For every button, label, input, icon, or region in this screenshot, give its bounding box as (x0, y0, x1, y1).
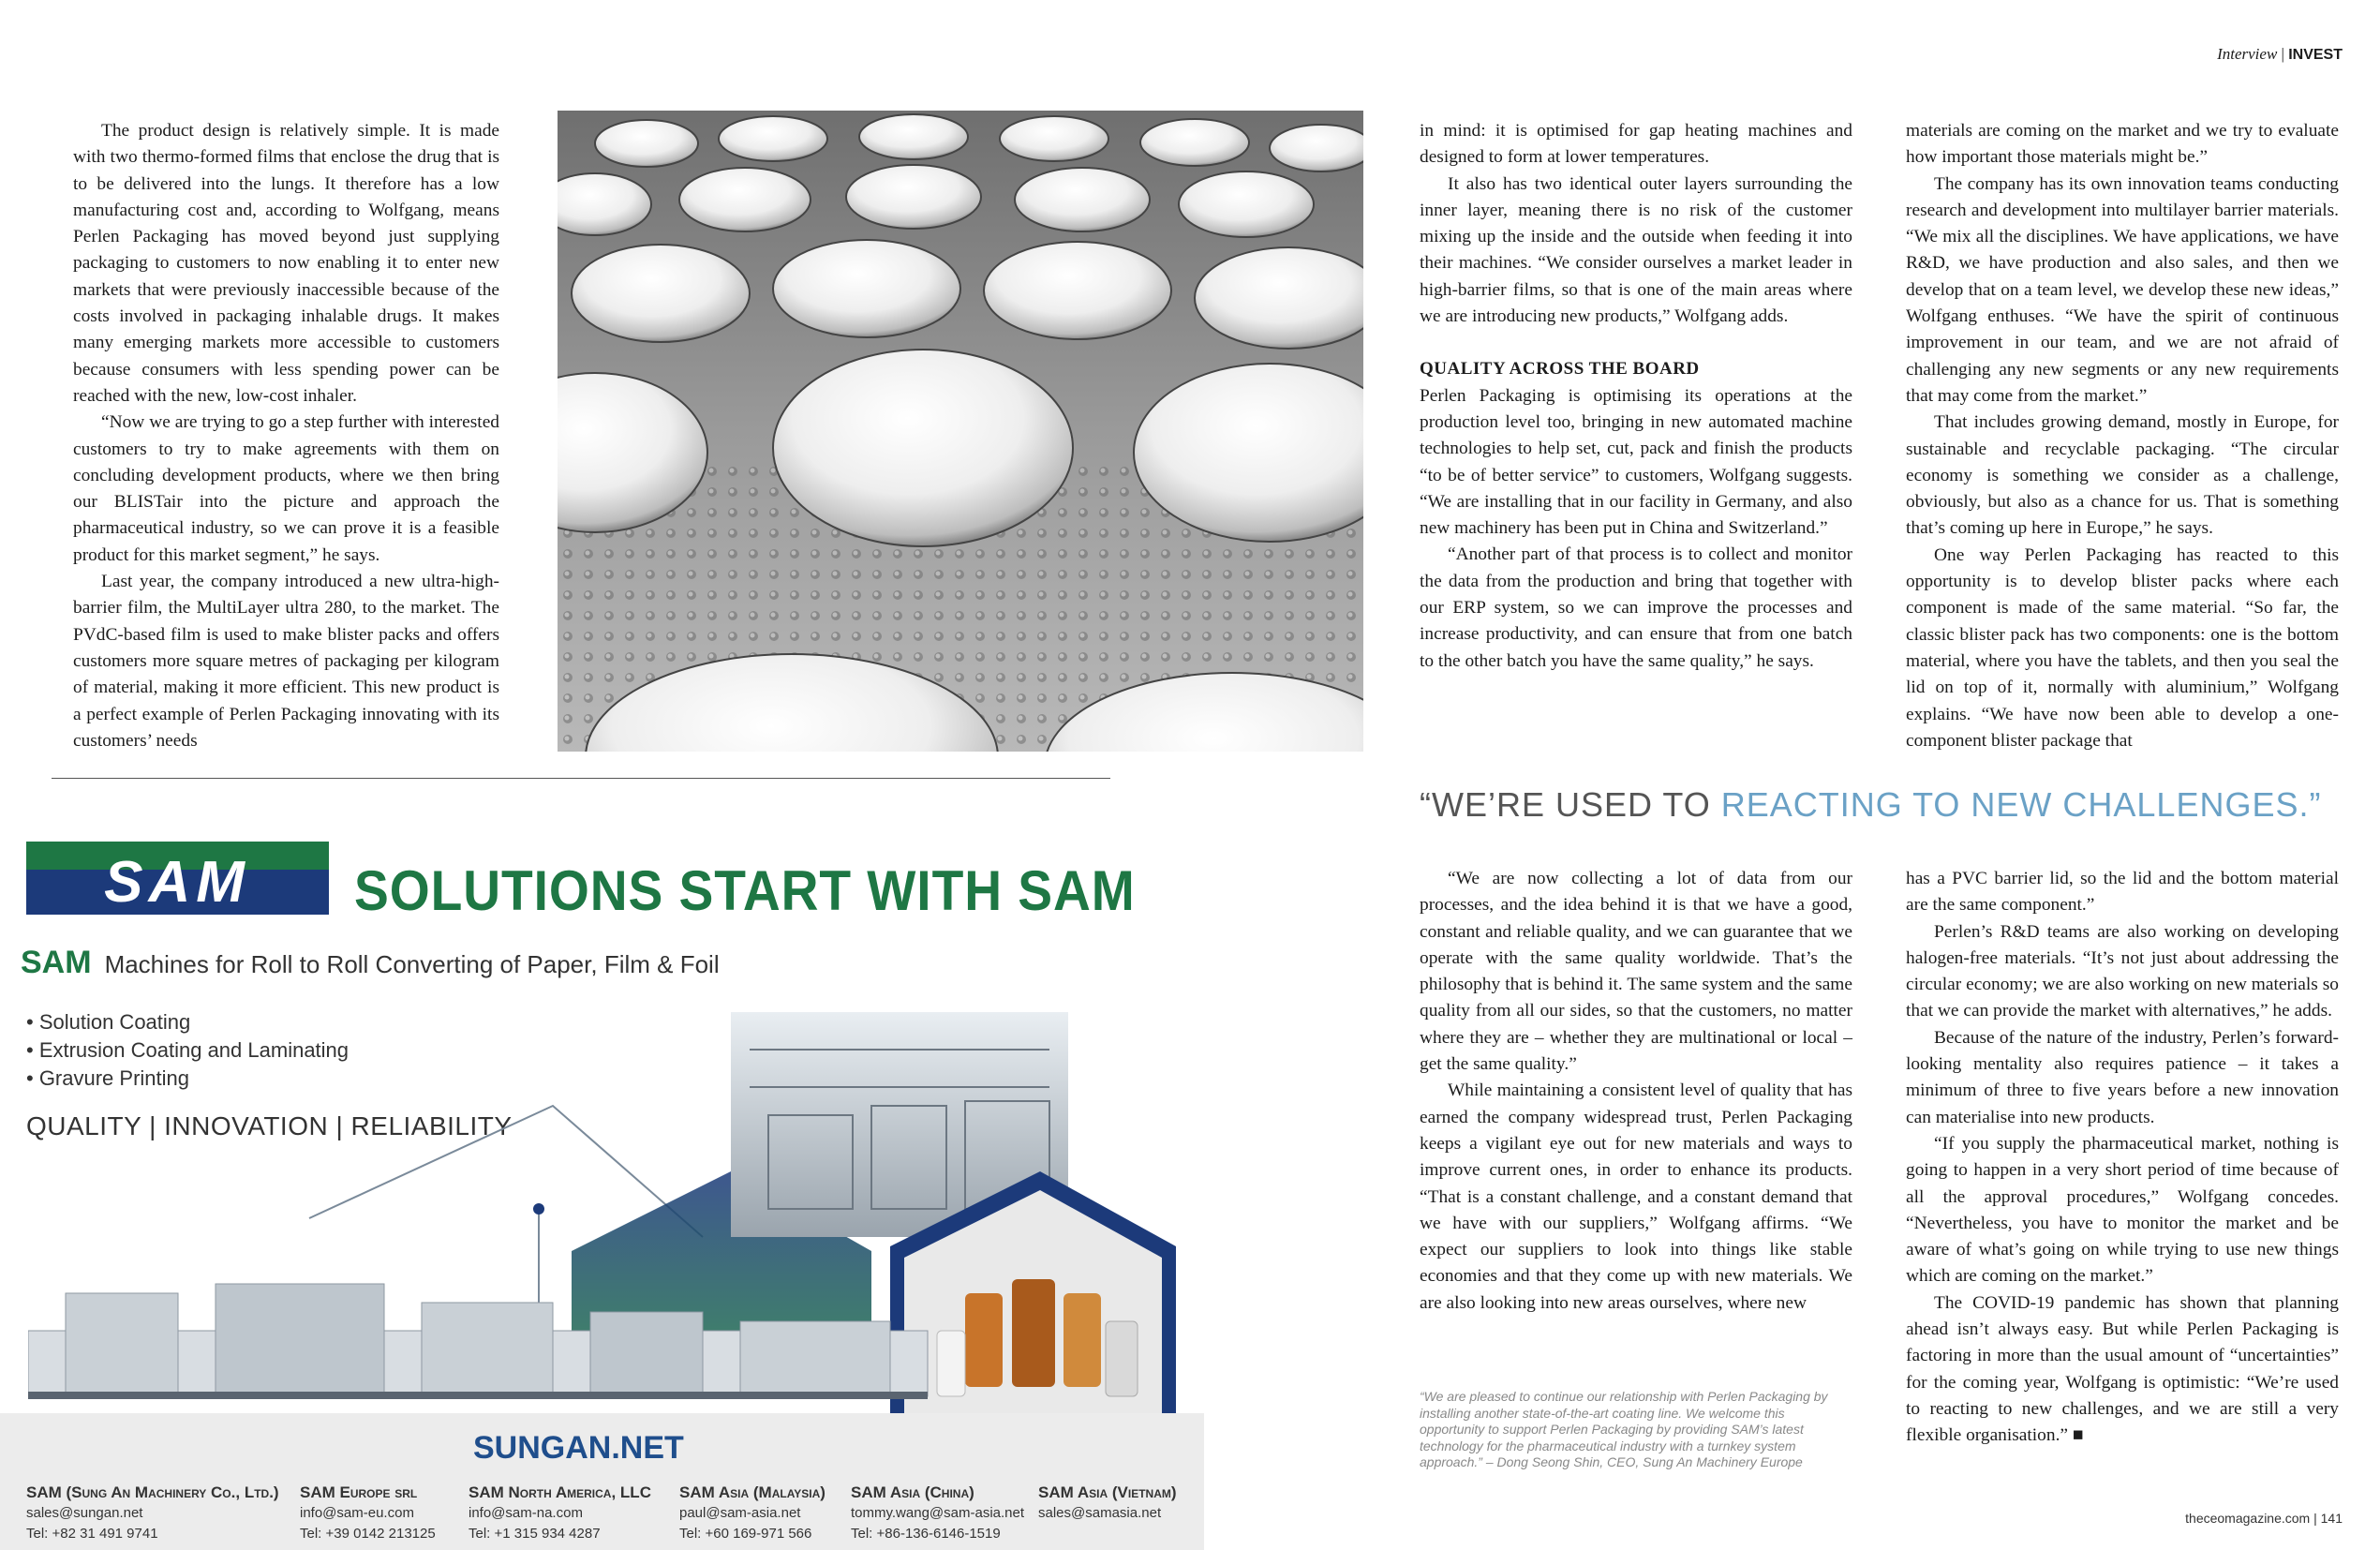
page-footer (2185, 1511, 2343, 1526)
paragraph: “We are now collecting a lot of data from our processes, and the idea behind it is that we have a good, constant and reliable quality, and we can guarantee that we operate with the same quality worldwide. That’s the philosophy that is behind it. The same system and the same quality from all our sides, so that the customers, no matter where they are – whether they are multinational or local – get the same quality.” (1420, 869, 1852, 1075)
sam-advertisement (0, 815, 1204, 1550)
paragraph: The product design is relatively simple. It is made with two thermo-formed films that enclose the drug that is to be delivered into the lungs. It therefore has a low manufacturing cost and, according to Wolfgang, means Perlen Packaging has moved beyond just supplying packaging to customers to now enabling it to enter new markets that were previously inaccessible because of the costs involved in packaging inhalable drugs. It makes many emerging markets more accessible to customers because consumers with less spending power can be reached with the new, low-cost inhaler. (73, 121, 499, 406)
paragraph: The company has its own innovation teams conducting research and development into multilayer barrier materials. “We mix all the disciplines. We have applications, we have R&D, we have production and also sales, and then we develop that on a team level, we develop these new ideas,” Wolfgang enthuses. “We have the spirit of continuous improvement in our team, and we are not afraid of challenging any new segments or any new requirements that may come from the market.” (1906, 173, 2339, 406)
paragraph: Last year, the company introduced a new ultra-high-barrier film, the MultiLayer ultra 280, to the market. The PVdC-based film is used to make blister packs and offers customers more square metres of packaging per kilogram of material, making it more efficient. This new product is a perfect example of Perlen Packaging innovating with its customers’ needs (73, 572, 499, 751)
paragraph: in mind: it is optimised for gap heating machines and designed to form at lower temperatures. (1420, 121, 1852, 168)
header-category: INVEST (2288, 47, 2343, 63)
office-name: SAM North America, LLC (469, 1483, 651, 1501)
section-heading: QUALITY ACROSS THE BOARD (1420, 359, 1700, 380)
list-item: • Solution Coating (26, 1010, 191, 1034)
office-name: SAM Asia (China) (851, 1483, 974, 1501)
machinery-graphic (28, 1012, 1204, 1293)
paragraph: The COVID-19 pandemic has shown that planning ahead isn’t always easy. But while Perlen Packaging is factoring in more than the usual amount of “uncertainties” for the coming year, Wolfgang is optimistic: “We’re used to reacting to new challenges, and we are still a very flexible organisation.” ■ (1906, 1292, 2339, 1446)
office-email[interactable]: tommy.wang@sam-asia.net (851, 1505, 1025, 1521)
logo-lettering: SAM (104, 850, 250, 915)
article-column-3 (1420, 118, 1852, 675)
header-separator: | (2281, 45, 2289, 63)
pull-quote-part1: “WE’RE USED TO (1420, 785, 1721, 824)
ad-testimonial-caption: “We are pleased to continue our relationship with Perlen Packaging by installing another state-of-the-art coating line. We welcome this opportunity to support Perlen Packaging by providing SAM’s latest technology for the pharmaceutical industry with a turnkey system approach.” – Dong Seong Shin, CEO, Sung An Machinery Europe (1420, 1389, 1828, 1469)
office-name: SAM Asia (Malaysia) (679, 1483, 826, 1501)
ad-sub-text: Machines for Roll to Roll Converting of Paper, Film & Foil (104, 950, 720, 978)
office-name: SAM Europe srl (300, 1483, 418, 1501)
office-contact (851, 1483, 1024, 1544)
paragraph: “If you supply the pharmaceutical market, nothing is going to happen in a very short period of time because of all the approval procedures,” Wolfgang concedes. “Nevertheless, you have to monitor the market and be aware of what’s going on while trying to use new things which are coming on the market.” (1906, 1133, 2339, 1287)
ad-website[interactable]: SUNGAN.NET (473, 1430, 684, 1466)
page-header (2217, 45, 2343, 64)
office-tel: Tel: +1 315 934 4287 (469, 1526, 601, 1542)
office-name: SAM Asia (Vietnam) (1038, 1483, 1177, 1501)
paragraph: has a PVC barrier lid, so the lid and the bottom material are the same component.” (1906, 869, 2339, 916)
ad-quality-line: QUALITY | INNOVATION | RELIABILITY (26, 1111, 513, 1140)
blister-pack-photo (558, 111, 1363, 752)
paragraph: It also has two identical outer layers surrounding the inner layer, meaning there is no risk of the customer mixing up the inside and the outside when feeding it into their machines. “We consider ourselves a market leader in high-barrier films, so that is one of the main areas where we are introducing new products,” Wolfgang adds. (1420, 173, 1852, 327)
paragraph: While maintaining a consistent level of quality that has earned the company widespread trust, Perlen Packaging keeps a vigilant eye out for new materials and ways to improve current ones, in order to enhance its products. “That is a constant challenge, and a constant demand that we have with our suppliers,” Wolfgang affirms. “We expect our suppliers to look into things like stable economies and that they come up with new materials. We are also looking into new areas ourselves, where new (1420, 1081, 1852, 1313)
pull-quote (1420, 785, 2357, 825)
paragraph: “Now we are trying to go a step further with interested customers to try to make agreements with them on concluding development products, where we then bring our BLISTair into the picture and approach the pharmaceutical industry, so we can prove it is a feasible product for this market segment,” he says. (73, 412, 499, 565)
article-column-4 (1906, 118, 2339, 754)
paragraph: “Another part of that process is to collect and monitor the data from the production and bring that together with our ERP system, so we can improve the processes and increase productivity, and can ensure that from one batch to the other batch you have the same quality,” he says. (1420, 544, 1852, 671)
office-email[interactable]: sales@sungan.net (26, 1505, 143, 1521)
office-name: SAM (Sung An Machinery Co., Ltd.) (26, 1483, 279, 1501)
page-number: 141 (2320, 1511, 2343, 1526)
office-contact (1038, 1483, 1177, 1524)
paragraph: One way Perlen Packaging has reacted to this opportunity is to develop blister packs where each component is made of the same material. “So far, the classic blister pack has two components: one is the bottom material, where you have the tablets, and then you seal the lid on top of it, normally with aluminium,” Wolfgang explains. “We have now been able to develop a one-component blister package that (1906, 544, 2339, 751)
paragraph: Perlen Packaging is optimising its operations at the production level too, bringing in new automated machine technologies to help set, cut, pack and finish the products “to be of better service” to customers, Wolfgang suggests. “We are installing that in our facility in Germany, and also new machinery has been put in China and Switzerland.” (1420, 385, 1852, 539)
office-email[interactable]: paul@sam-asia.net (679, 1505, 801, 1521)
ad-subtitle (21, 945, 720, 981)
ad-sub-brand: SAM (21, 945, 92, 980)
office-tel: Tel: +39 0142 213125 (300, 1526, 436, 1542)
article-column-3-lower (1420, 866, 1852, 1317)
office-contact (26, 1483, 279, 1544)
footer-site[interactable]: theceomagazine.com (2185, 1511, 2311, 1526)
divider (52, 778, 1110, 779)
header-section: Interview (2217, 45, 2278, 63)
paragraph: materials are coming on the market and we try to evaluate how important those materials might be.” (1906, 121, 2339, 168)
article-column-1 (73, 118, 499, 754)
office-email[interactable]: info@sam-eu.com (300, 1505, 414, 1521)
office-contact (469, 1483, 651, 1544)
office-contact (679, 1483, 826, 1544)
list-item: • Gravure Printing (26, 1066, 189, 1090)
sam-logo (26, 842, 329, 915)
office-tel: Tel: +86-136-6146-1519 (851, 1526, 1001, 1542)
office-tel: Tel: +82 31 491 9741 (26, 1526, 158, 1542)
paragraph: Perlen’s R&D teams are also working on developing halogen-free materials. “It’s not just about addressing the circular economy; we are also working on new materials so that we can provide the market with alternatives,” he adds. (1906, 921, 2339, 1021)
ad-slogan: SOLUTIONS START WITH SAM (354, 859, 1136, 922)
paragraph: That includes growing demand, mostly in Europe, for sustainable and recyclable packaging. “The circular economy is something we consider as a challenge, obviously, but also as a chance for us. That is something that’s coming up here in Europe,” he says. (1906, 412, 2339, 539)
office-email[interactable]: sales@samasia.net (1038, 1505, 1162, 1521)
list-item: • Extrusion Coating and Laminating (26, 1038, 350, 1062)
paragraph: Because of the nature of the industry, Perlen’s forward-looking mentality also requires patience – it takes a minimum of three to five years before a new innovation can materialise into new products. (1906, 1027, 2339, 1127)
office-contact (300, 1483, 436, 1544)
pull-quote-highlight: REACTING TO NEW CHALLENGES.” (1720, 785, 2322, 824)
office-email[interactable]: info@sam-na.com (469, 1505, 583, 1521)
office-tel: Tel: +60 169-971 566 (679, 1526, 812, 1542)
footer-separator: | (2313, 1511, 2321, 1526)
article-column-4-lower (1906, 866, 2339, 1450)
